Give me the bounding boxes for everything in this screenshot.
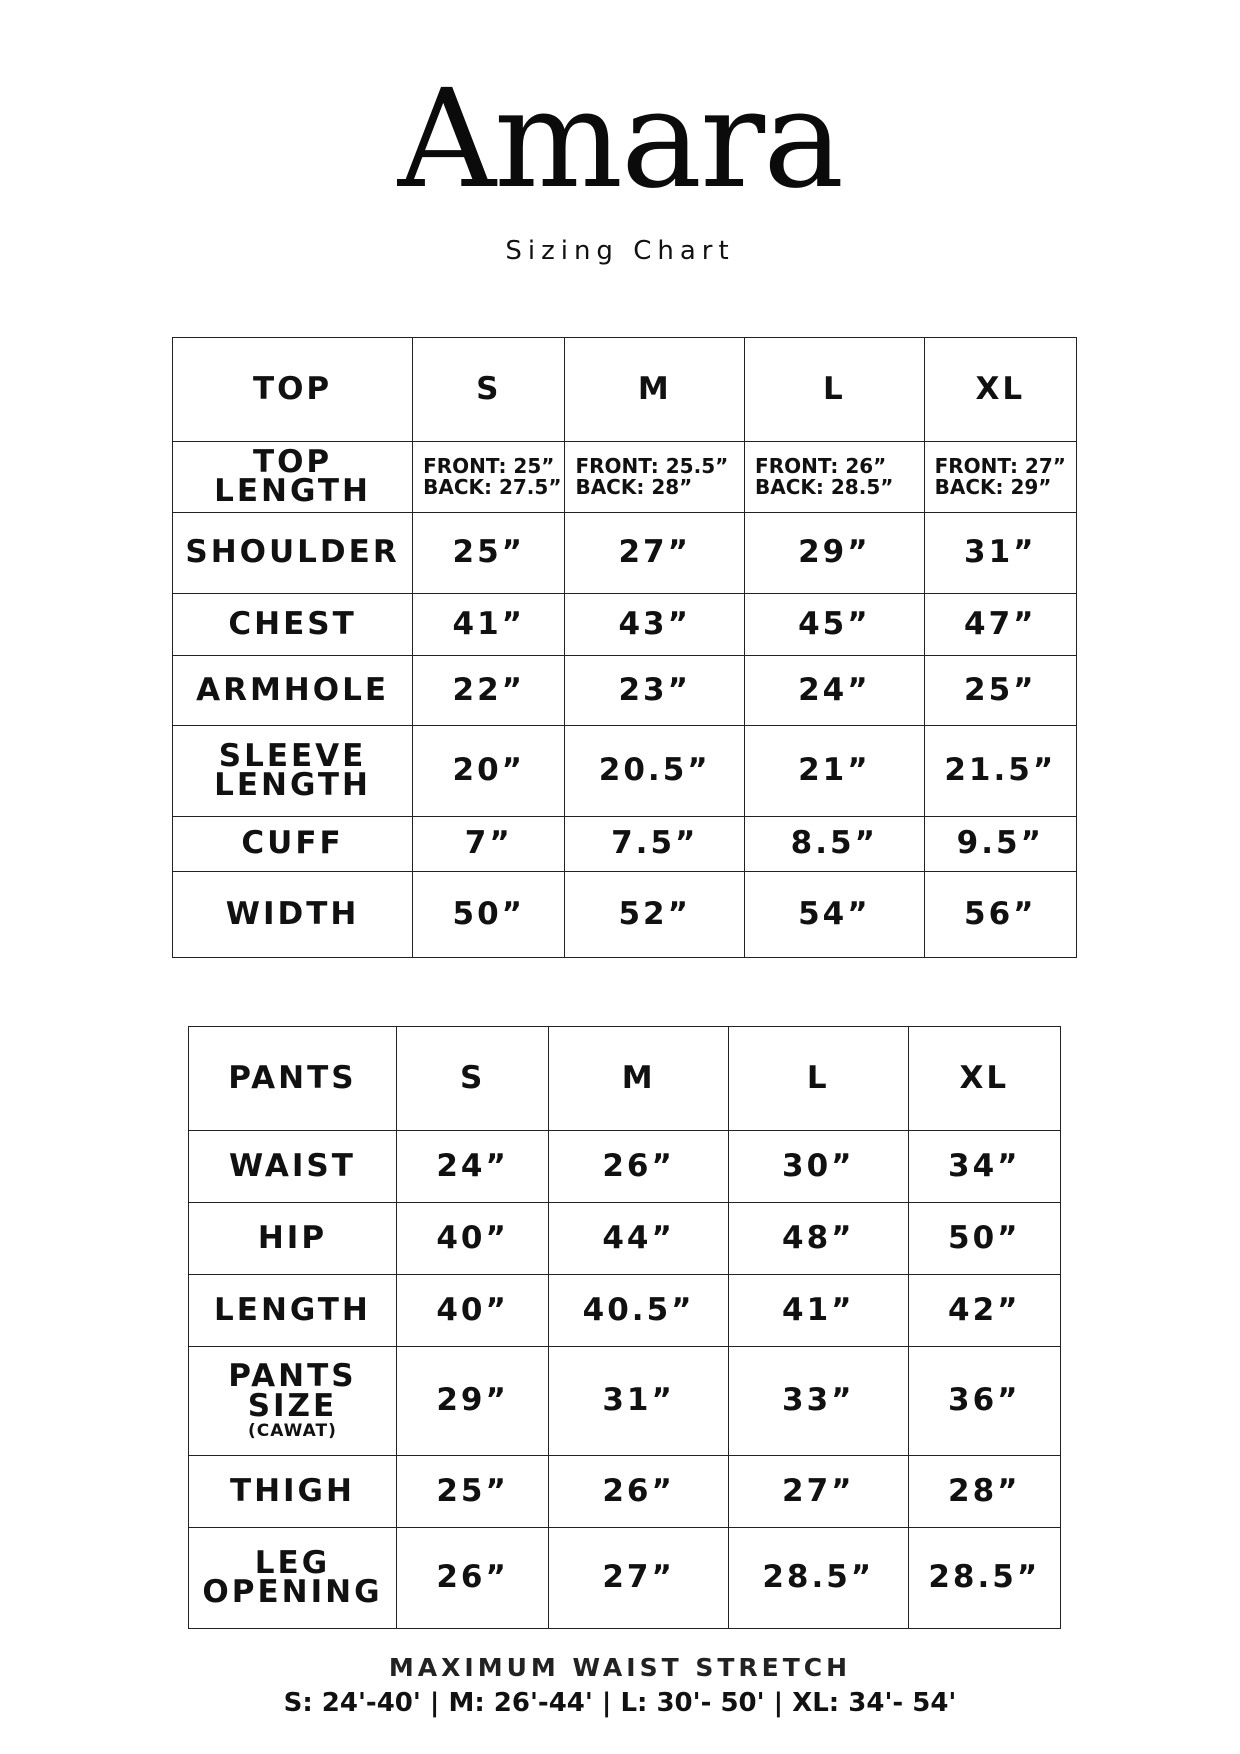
pants-size-table [188, 1026, 1061, 1629]
table-row [173, 594, 1077, 656]
size-header-cell: M [549, 1027, 729, 1131]
size-header-cell: L [728, 1027, 908, 1131]
measurement-label-line: THIGH [229, 1472, 355, 1509]
measurement-label-line: WAIST [229, 1147, 356, 1184]
measurement-label-line: CHEST [228, 605, 357, 642]
size-value-cell: 25” [924, 656, 1076, 726]
table-row [173, 872, 1077, 958]
measurement-label-line: TOP [252, 443, 333, 480]
size-value-cell: 31” [549, 1347, 729, 1456]
size-header-cell: S [396, 1027, 548, 1131]
measurement-label-line: SIZE [247, 1387, 338, 1424]
size-value-cell: 45” [745, 594, 925, 656]
size-value-cell: 33” [728, 1347, 908, 1456]
measurement-label [173, 513, 413, 594]
table-row [189, 1203, 1061, 1275]
size-value-line: BACK: 28” [575, 475, 693, 499]
measurement-label [173, 656, 413, 726]
size-value-cell: 50” [413, 872, 565, 958]
measurement-label [173, 442, 413, 513]
size-value-cell: 9.5” [924, 817, 1076, 872]
size-value-cell: 26” [396, 1528, 548, 1629]
size-value-cell: 40” [396, 1275, 548, 1347]
size-value-cell: 7.5” [565, 817, 745, 872]
size-header-cell: XL [908, 1027, 1060, 1131]
size-value-cell: 26” [549, 1131, 729, 1203]
size-value-cell: 27” [728, 1456, 908, 1528]
measurement-label-line: ARMHOLE [196, 671, 390, 708]
size-value-cell: 56” [924, 872, 1076, 958]
measurement-label-line: LENGTH [214, 767, 371, 803]
waist-stretch-values: S: 24'-40' | M: 26'-44' | L: 30'- 50' | XL: 34'- 54' [283, 1688, 957, 1718]
waist-stretch-title: MAXIMUM WAIST STRETCH [388, 1653, 852, 1682]
table-title-cell: TOP [173, 338, 413, 442]
size-value-cell: 22” [413, 656, 565, 726]
measurement-label-line: LEG [254, 1544, 331, 1581]
size-value-cell: 21.5” [924, 726, 1076, 817]
size-value-line: FRONT: 25” [423, 454, 555, 478]
table-row [189, 1275, 1061, 1347]
size-value-cell: 28” [908, 1456, 1060, 1528]
top-size-table [172, 337, 1077, 958]
size-value-cell: 29” [745, 513, 925, 594]
measurement-label-line: LENGTH [214, 1291, 371, 1328]
size-value-cell: 40” [396, 1203, 548, 1275]
size-value-cell: 8.5” [745, 817, 925, 872]
table-row [173, 726, 1077, 817]
measurement-label-line: LENGTH [214, 473, 371, 509]
size-value-cell: 36” [908, 1347, 1060, 1456]
measurement-label [173, 726, 413, 817]
measurement-note: (CAWAT) [248, 1421, 337, 1442]
measurement-label [189, 1203, 397, 1275]
size-value-cell: 47” [924, 594, 1076, 656]
size-value-cell: 25” [413, 513, 565, 594]
size-value-cell [745, 442, 925, 513]
size-value-cell: 40.5” [549, 1275, 729, 1347]
size-value-cell: 52” [565, 872, 745, 958]
size-header-cell: M [565, 338, 745, 442]
table-row [189, 1347, 1061, 1456]
size-value-cell: 50” [908, 1203, 1060, 1275]
size-value-cell: 34” [908, 1131, 1060, 1203]
brand-logo: Amara [397, 61, 843, 219]
size-value-line: FRONT: 27” [934, 454, 1066, 478]
measurement-label-line: PANTS [228, 1358, 357, 1395]
table-row [173, 817, 1077, 872]
size-value-cell: 28.5” [908, 1528, 1060, 1629]
table-row [173, 442, 1077, 513]
measurement-label-line: SHOULDER [185, 534, 400, 571]
measurement-label-line: WIDTH [225, 895, 360, 932]
size-header-cell: XL [924, 338, 1076, 442]
size-value-cell: 43” [565, 594, 745, 656]
size-value-line: FRONT: 25.5” [575, 454, 729, 478]
measurement-label [173, 594, 413, 656]
size-value-cell: 21” [745, 726, 925, 817]
size-header-cell: S [413, 338, 565, 442]
table-row [189, 1528, 1061, 1629]
header-row [189, 1027, 1061, 1131]
table-row [189, 1456, 1061, 1528]
size-value-cell: 23” [565, 656, 745, 726]
size-value-cell: 7” [413, 817, 565, 872]
measurement-label [173, 817, 413, 872]
page-subtitle: Sizing Chart [505, 236, 735, 266]
table-row [173, 656, 1077, 726]
measurement-label [173, 872, 413, 958]
table-row [173, 513, 1077, 594]
size-value-cell [413, 442, 565, 513]
size-value-cell: 54” [745, 872, 925, 958]
measurement-label-line: CUFF [241, 825, 344, 862]
size-value-line: BACK: 27.5” [423, 475, 562, 499]
size-value-cell: 25” [396, 1456, 548, 1528]
size-value-cell: 42” [908, 1275, 1060, 1347]
table-title-cell: PANTS [189, 1027, 397, 1131]
size-value-cell [565, 442, 745, 513]
size-value-cell: 30” [728, 1131, 908, 1203]
size-value-cell: 20” [413, 726, 565, 817]
size-value-line: FRONT: 26” [755, 454, 887, 478]
size-value-cell: 28.5” [728, 1528, 908, 1629]
measurement-label-line: HIP [257, 1219, 328, 1256]
measurement-label [189, 1131, 397, 1203]
size-header-cell: L [745, 338, 925, 442]
size-value-cell: 29” [396, 1347, 548, 1456]
size-value-cell: 24” [745, 656, 925, 726]
header-row [173, 338, 1077, 442]
size-value-cell [924, 442, 1076, 513]
measurement-label [189, 1347, 397, 1456]
measurement-label-line: OPENING [202, 1574, 383, 1610]
measurement-label [189, 1275, 397, 1347]
size-value-cell: 41” [728, 1275, 908, 1347]
size-value-cell: 27” [565, 513, 745, 594]
size-value-line: BACK: 29” [934, 475, 1052, 499]
size-value-cell: 27” [549, 1528, 729, 1629]
measurement-label [189, 1456, 397, 1528]
size-value-line: BACK: 28.5” [755, 475, 894, 499]
size-value-cell: 24” [396, 1131, 548, 1203]
size-value-cell: 26” [549, 1456, 729, 1528]
size-value-cell: 31” [924, 513, 1076, 594]
table-row [189, 1131, 1061, 1203]
size-value-cell: 20.5” [565, 726, 745, 817]
size-value-cell: 44” [549, 1203, 729, 1275]
measurement-label-line: SLEEVE [218, 737, 367, 774]
measurement-label [189, 1528, 397, 1629]
size-value-cell: 48” [728, 1203, 908, 1275]
size-value-cell: 41” [413, 594, 565, 656]
